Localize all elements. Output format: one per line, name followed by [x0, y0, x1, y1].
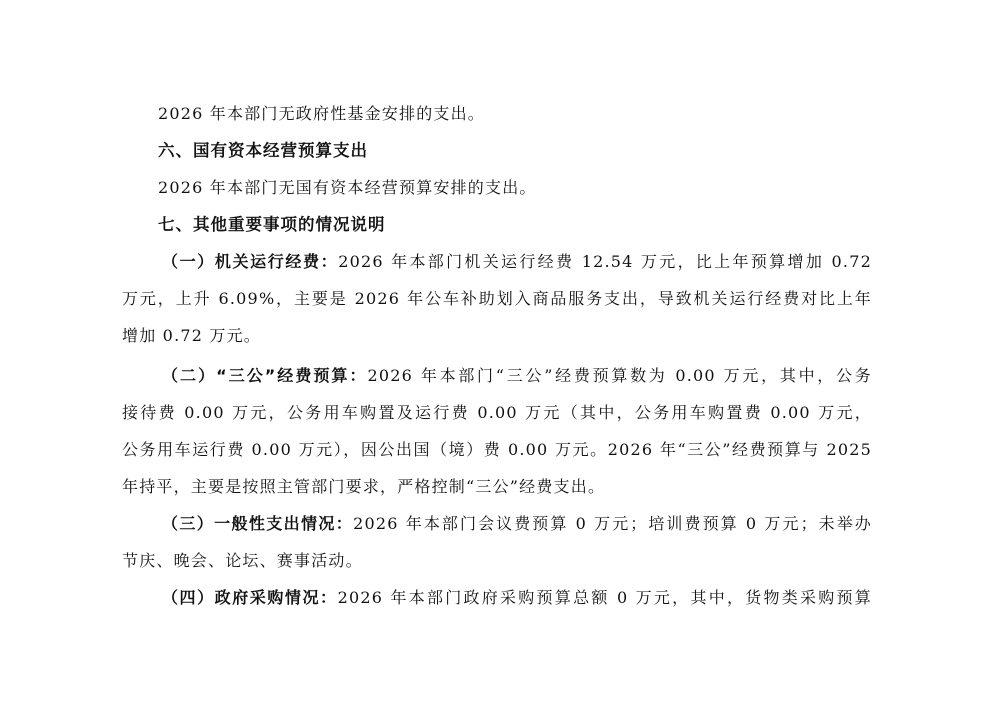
subsection-text: 2026 年本部门机关运行经费 12.54 万元，比上年预算增加 0.72	[338, 252, 872, 271]
subsection-label: （三）一般性支出情况：	[162, 514, 354, 533]
paragraph-text: 接待费 0.00 万元，公务用车购置及运行费 0.00 万元（其中，公务用车购置费 0.00 万元，	[122, 403, 872, 422]
subsection-operating-funds-line-3	[122, 326, 261, 346]
subsection-label: （一）机关运行经费：	[162, 252, 339, 271]
subsection-label: （二）“三公”经费预算：	[162, 366, 368, 385]
subsection-text: 2026 年本部门“三公”经费预算数为 0.00 万元，其中，公务	[367, 366, 872, 385]
paragraph-text: 节庆、晚会、论坛、赛事活动。	[122, 551, 363, 570]
paragraph-text: 万元，上升 6.09%，主要是 2026 年公车补助划入商品服务支出，导致机关运行经费对比上年	[122, 289, 872, 308]
paragraph-text: 年持平，主要是按照主管部门要求，严格控制“三公”经费支出。	[122, 477, 606, 496]
subsection-procurement	[162, 588, 872, 608]
paragraph-text: 2026 年本部门无政府性基金安排的支出。	[158, 104, 486, 123]
subsection-operating-funds-line-2	[122, 289, 872, 309]
section-heading-6	[158, 141, 368, 161]
subsection-text: 2026 年本部门会议费预算 0 万元；培训费预算 0 万元；未举办	[353, 514, 872, 533]
paragraph-text: 2026 年本部门无国有资本经营预算安排的支出。	[158, 178, 537, 197]
subsection-operating-funds	[162, 252, 872, 272]
section-heading-7	[158, 215, 386, 235]
line-wrap	[162, 366, 872, 386]
paragraph-text: 增加 0.72 万元。	[122, 326, 261, 345]
subsection-three-public-funds	[162, 366, 872, 386]
paragraph-state-capital	[158, 178, 537, 198]
subsection-three-public-funds-line-4	[122, 477, 605, 497]
paragraph-government-fund	[158, 104, 485, 124]
subsection-three-public-funds-line-3	[122, 440, 872, 460]
paragraph-text: 公务用车运行费 0.00 万元），因公出国（境）费 0.00 万元。2026 年“三公”经费预算与 2025	[122, 440, 872, 459]
subsection-general-expenditure-line-2	[122, 551, 363, 571]
line-wrap	[162, 514, 872, 534]
heading-text: 六、国有资本经营预算支出	[158, 141, 368, 160]
heading-text: 七、其他重要事项的情况说明	[158, 215, 386, 234]
line-wrap	[162, 252, 872, 272]
subsection-three-public-funds-line-2	[122, 403, 872, 423]
subsection-text: 2026 年本部门政府采购预算总额 0 万元，其中，货物类采购预算	[337, 588, 872, 607]
subsection-label: （四）政府采购情况：	[162, 588, 338, 607]
subsection-general-expenditure	[162, 514, 872, 534]
line-wrap	[162, 588, 872, 608]
